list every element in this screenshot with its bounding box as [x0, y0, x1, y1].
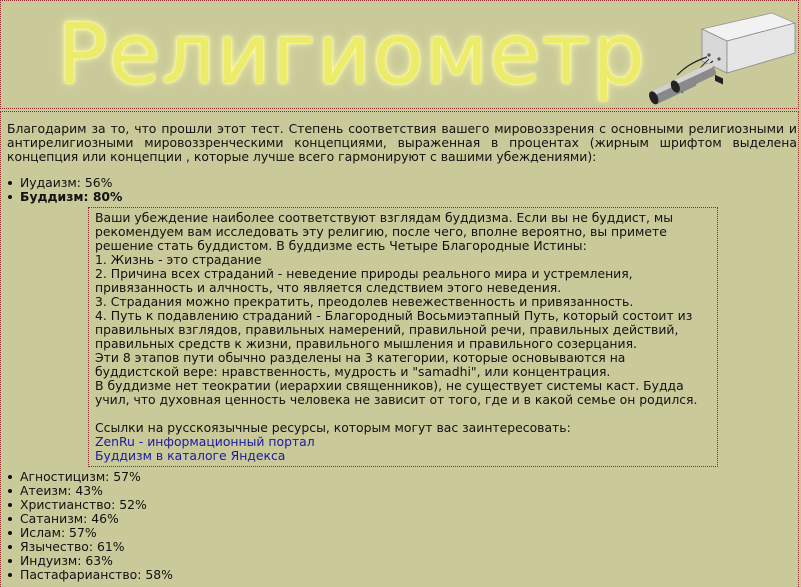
list-item: Язычество: 61%	[7, 540, 787, 554]
list-item-highlighted: Буддизм: 80%	[7, 190, 787, 204]
list-item: Ислам: 57%	[7, 526, 787, 540]
religiometer-device-image	[647, 9, 797, 105]
header-banner	[0, 0, 799, 109]
list-item: Сатанизм: 46%	[7, 512, 787, 526]
results-list-top	[7, 176, 787, 204]
truth-item: 2. Причина всех страданий - неведение природы реального мира и устремления, привязанность и алчность, что является следствием этого неведения.	[95, 266, 633, 295]
list-item: Агностицизм: 57%	[7, 470, 787, 484]
spacer	[95, 407, 711, 421]
list-item: Христианство: 52%	[7, 498, 787, 512]
theocracy-paragraph: В буддизме нет теократии (иерархии священников), не существует системы каст. Будда учил, что духовная ценность человека не зависит от того, где и в какой семье он родился.	[95, 378, 698, 407]
results-list-bottom	[7, 470, 787, 582]
page-title: Религиометр	[57, 5, 647, 103]
truth-item: 1. Жизнь - это страдание	[95, 252, 262, 267]
truth-item: 3. Страдания можно прекратить, преодолев невежественность и привязанность.	[95, 294, 634, 309]
list-item: Атеизм: 43%	[7, 484, 787, 498]
intro-text: Благодарим за то, что прошли этот тест. Степень соответствия вашего мировоззрения с основными религиозными и антирелигиозными мировоззренческими концепциями, выраженная в процентах (жирным шрифтом выделена концепция или концепции , которые лучше всего гармонируют с вашими убеждениями):	[7, 121, 797, 164]
results-panel	[0, 111, 799, 587]
stages-paragraph: Эти 8 этапов пути обычно разделены на 3 категории, которые основываются на буддистской вере: нравственность, мудрость и "samadhi", или концентрация.	[95, 350, 626, 379]
detail-paragraph: Ваши убеждение наиболее соответствуют взглядам буддизма. Если вы не буддист, мы рекомендуем вам исследовать эту религию, после чего, вполне вероятно, вы примете решение стать буддистом. В буддизме есть Четыре Благородные Истины:	[95, 210, 673, 253]
list-item: Индуизм: 63%	[7, 554, 787, 568]
list-item: Иудаизм: 56%	[7, 176, 787, 190]
truth-item: 4. Путь к подавлению страданий - Благородный Восьмиэтапный Путь, который состоит из правильных взглядов, правильных намерений, правильной речи, правильных действий, правильных средств к жизни, правильного мышления и правильного созерцания.	[95, 308, 693, 351]
list-item: Пастафарианство: 58%	[7, 568, 787, 582]
zenru-link[interactable]: ZenRu - информационный портал	[95, 434, 315, 449]
buddhism-detail-box	[88, 207, 718, 467]
links-intro: Ссылки на русскоязычные ресурсы, которым могут вас заинтересовать:	[95, 420, 571, 435]
yandex-catalog-link[interactable]: Буддизм в каталоге Яндекса	[95, 448, 286, 463]
